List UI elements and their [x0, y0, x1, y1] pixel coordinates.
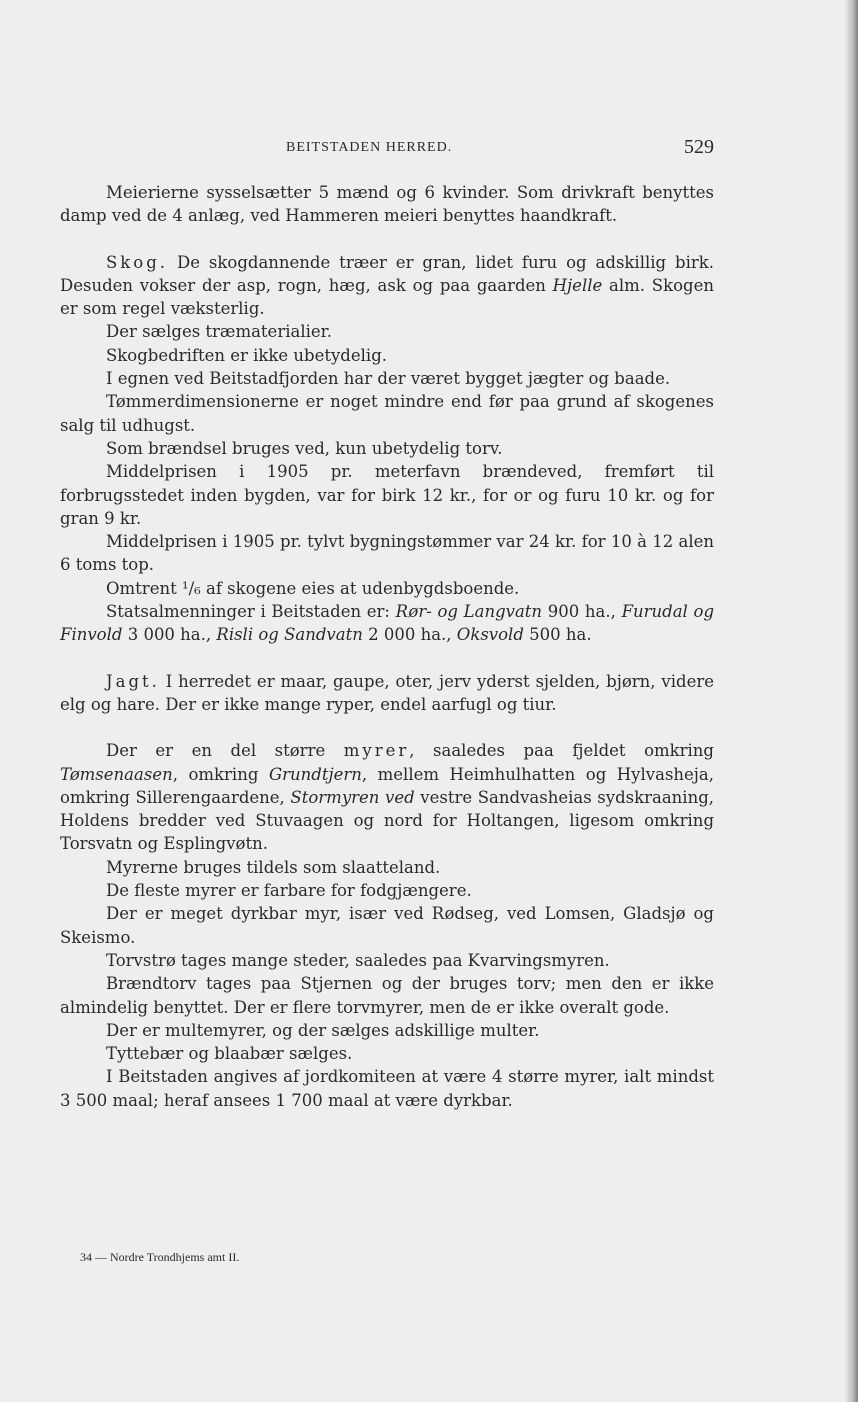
footnote: 34 — Nordre Trondhjems amt II. [80, 1250, 240, 1264]
italic-text: Grundtjern [268, 764, 362, 784]
italic-text: Furudal og Finvold [60, 602, 715, 645]
text-run: 500 ha. [523, 625, 592, 645]
text-run: 2 000 ha., [362, 625, 457, 645]
paragraph [60, 600, 714, 647]
italic-text: Tømsenaasen [60, 764, 173, 784]
paragraph [60, 344, 714, 367]
paragraph [60, 530, 714, 577]
text-run: Skogbedriften er ikke ubetydelig. [106, 345, 387, 365]
text-run: De fleste myrer er farbare for fodgjængere. [106, 881, 472, 901]
italic-text: Hjelle [552, 275, 603, 295]
paragraph [60, 949, 714, 972]
paragraph [60, 320, 714, 343]
text-run: Myrerne bruges tildels som slaatteland. [106, 857, 441, 877]
paragraph [60, 902, 714, 949]
text-run: , omkring [172, 764, 269, 784]
paragraph [60, 367, 714, 390]
paragraph [60, 670, 714, 717]
page-header [60, 136, 714, 164]
text-run: , saaledes paa fjeldet omkring [409, 741, 714, 761]
spaced-heading: Skog. [106, 252, 169, 272]
text-run: Torvstrø tages mange steder, saaledes paa Kvarvingsmyren. [106, 950, 610, 970]
text-run: Som brændsel bruges ved, kun ubetydelig torv. [106, 438, 503, 458]
text-run: Brændtorv tages paa Stjernen og der bruges torv; men den er ikke almindelig benyttet. Der er flere torvmyrer, men de er ikke overalt gode. [60, 974, 714, 1017]
paragraph [60, 251, 714, 321]
text-run: Middelprisen i 1905 pr. tylvt bygningstømmer var 24 kr. for 10 à 12 alen 6 toms top. [60, 532, 714, 575]
text-run: Tømmerdimensionerne er noget mindre end før paa grund af skogenes salg til udhugst. [60, 392, 714, 435]
paragraph [60, 390, 714, 437]
italic-text: Risli og Sandvatn [216, 625, 363, 645]
spaced-heading: Jagt. [106, 671, 160, 691]
paragraph [60, 1019, 714, 1042]
text-run: I herredet er maar, gaupe, oter, jerv yderst sjelden, bjørn, videre elg og hare. Der er ikke mange ryper, endel aarfugl og tiur. [60, 671, 714, 714]
text-run: alm. Skogen er som regel væksterlig. [60, 275, 714, 319]
text-run: Der er meget dyrkbar myr, især ved Rødseg, ved Lomsen, Gladsjø og Skeismo. [60, 904, 714, 947]
italic-text: Oksvold [456, 625, 524, 645]
text-run: 900 ha., [542, 602, 622, 622]
paragraph [60, 460, 714, 530]
body-text [60, 181, 714, 1112]
text-run: , mellem Heimhulhatten og Hylvasheja, omkring Sillerengaardene, [60, 764, 714, 807]
text-run: Der er en del større [106, 741, 344, 761]
paragraph [60, 1042, 714, 1065]
page-number: 529 [684, 136, 714, 158]
paragraph [60, 577, 714, 600]
text-run: I egnen ved Beitstadfjorden har der været bygget jægter og baade. [106, 369, 671, 389]
text-run: Middelprisen i 1905 pr. meterfavn brændeved, fremført til forbrugsstedet inden bygden, var for birk 12 kr., for or og furu 10 kr. og for gran 9 kr. [60, 462, 714, 528]
text-run: I Beitstaden angives af jordkomiteen at være 4 større myrer, ialt mindst 3 500 maal; heraf ansees 1 700 maal at være dyrkbar. [60, 1067, 714, 1110]
paragraph [60, 739, 714, 855]
text-run: vestre Sandvasheias sydskraaning, Holdens bredder ved Stuvaagen og nord for Holtangen, ligesom omkring Torsvatn og Esplingvøtn. [60, 787, 714, 854]
text-run: 3 000 ha., [122, 625, 217, 645]
text-run: Statsalmenninger i Beitstaden er: [106, 602, 396, 622]
text-run: Meierierne sysselsætter 5 mænd og 6 kvinder. Som drivkraft benyttes damp ved de 4 anlæg, ved Hammeren meieri benyttes haandkraft. [60, 183, 714, 226]
paragraph [60, 181, 714, 228]
paragraph [60, 972, 714, 1019]
paragraph [60, 856, 714, 879]
italic-text: Stormyren ved [290, 787, 415, 807]
text-run: Der er multemyrer, og der sælges adskillige multer. [106, 1020, 540, 1040]
page-edge-shadow [844, 0, 858, 1402]
paragraph [60, 437, 714, 460]
spaced-heading: myrer [343, 741, 410, 761]
paragraph [60, 1065, 714, 1112]
text-run: De skogdannende træer er gran, lidet furu og adskillig birk. Desuden vokser der asp, rogn, hæg, ask og paa gaarden [60, 252, 714, 295]
italic-text: Rør- og Langvatn [395, 602, 543, 622]
text-run: Der sælges træmaterialier. [106, 322, 332, 342]
text-run: Omtrent ¹/₆ af skogene eies at udenbygdsboende. [106, 578, 520, 598]
running-title: BEITSTADEN HERRED. [286, 140, 453, 155]
text-run: Tyttebær og blaabær sælges. [106, 1044, 353, 1064]
paragraph [60, 879, 714, 902]
